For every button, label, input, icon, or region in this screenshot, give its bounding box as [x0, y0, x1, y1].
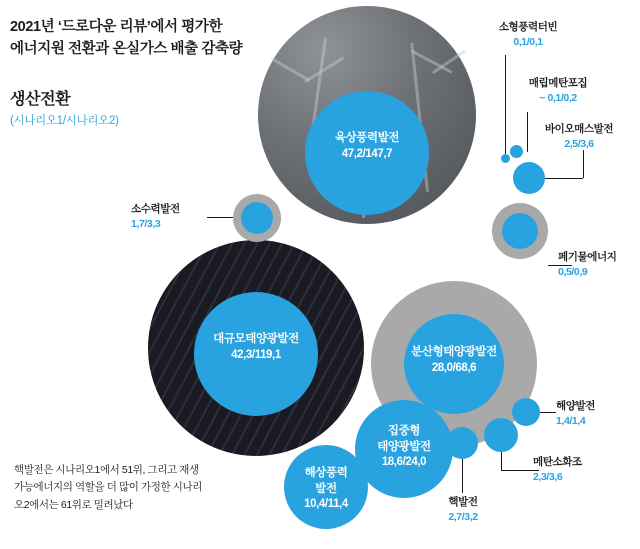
callout-name: 매립메탄포집: [528, 77, 588, 89]
bubble-biomass[interactable]: [513, 162, 545, 194]
turbine-blade-icon: [271, 57, 311, 82]
bubble-label-name-1: 해상풍력: [304, 467, 348, 479]
footnote-text: 핵발전은 시나리오1에서 51위, 그리고 재생가능에너지의 역할을 더 많이 가정한 시나리오2에서는 61위로 밀려났다: [14, 464, 202, 511]
callout-value: 1,7/3,3: [131, 218, 161, 231]
callout-name: 해양발전: [556, 400, 595, 412]
callout-small-hydro: [131, 202, 217, 232]
callout-name: 페기물에너지: [558, 251, 617, 263]
leader-line-biomass: [545, 178, 583, 179]
page-title: [10, 16, 310, 61]
bubble-label-name: 육상풍력발전: [334, 132, 400, 144]
bubble-label-value: 18,6/24,0: [381, 456, 427, 469]
leader-line-nuclear: [462, 459, 463, 493]
callout-name: 소수력발전: [131, 203, 180, 215]
bubble-small-hydro-core[interactable]: [241, 202, 273, 234]
bubble-onshore-wind-core[interactable]: [305, 91, 429, 215]
callout-name: 바이오매스발전: [544, 123, 614, 135]
callout-waste-energy: [558, 250, 640, 280]
callout-value: 2,3/3,6: [533, 471, 563, 484]
bubble-label-name: 대규모태양광발전: [213, 333, 299, 345]
bubble-concentrated-solar[interactable]: [355, 400, 453, 498]
callout-value: ~ 0,1/0,2: [539, 92, 577, 105]
title-line-1: 2021년 ‘드로다운 리뷰’에서 평가한: [10, 19, 223, 35]
bubble-label-name-2: 태양광발전: [377, 440, 431, 453]
chart-subtitle: [10, 88, 270, 130]
callout-value: 0,1/0,1: [513, 36, 543, 49]
title-line-2: 에너지원 전환과 온실가스 배출 감축량: [10, 41, 243, 58]
leader-line-methane-v: [501, 452, 502, 470]
callout-biomass: [518, 122, 640, 152]
bubble-label-name-1: 집중형: [387, 425, 421, 437]
callout-value: 1,4/1,4: [556, 415, 586, 428]
leader-line-biomass-v: [583, 150, 584, 178]
bubble-label-value: 10,4/11,4: [304, 498, 348, 511]
leader-line-ocean: [540, 412, 556, 413]
callout-ocean-power: [556, 399, 636, 429]
callout-name: 메탄소화조: [533, 456, 582, 468]
bubble-small-wind[interactable]: [501, 154, 510, 163]
bubble-label-value: 28,0/68,6: [431, 361, 477, 374]
bubble-utility-solar-core[interactable]: [194, 292, 318, 416]
bubble-label-name: 분산형태양광발전: [411, 346, 497, 358]
bubble-label-value: 42,3/119,1: [231, 348, 281, 361]
callout-methane-digester: [533, 455, 629, 485]
callout-landfill-methane: [488, 76, 628, 106]
callout-value: 2,7/3,2: [448, 511, 478, 524]
callout-nuclear: [425, 495, 501, 525]
bubble-distributed-solar-core[interactable]: [404, 314, 504, 414]
bubble-waste-energy-core[interactable]: [502, 213, 538, 249]
callout-name: 소형풍력터빈: [498, 21, 558, 33]
bubble-ocean-power[interactable]: [512, 398, 540, 426]
bubble-nuclear[interactable]: [446, 427, 478, 459]
bubble-label-value: 47,2/147,7: [341, 147, 393, 160]
bubble-label-name-2: 발전: [315, 482, 337, 495]
callout-value: 2,5/3,6: [564, 138, 594, 151]
subtitle-main: 생산전환: [10, 91, 71, 108]
subtitle-note: (시나리오1/시나리오2): [10, 115, 119, 127]
bubble-methane-digester[interactable]: [484, 418, 518, 452]
callout-value: 0,5/0,9: [558, 266, 588, 279]
callout-name: 핵발전: [448, 496, 478, 508]
bubble-offshore-wind[interactable]: [284, 445, 368, 529]
callout-small-wind: [468, 20, 588, 50]
